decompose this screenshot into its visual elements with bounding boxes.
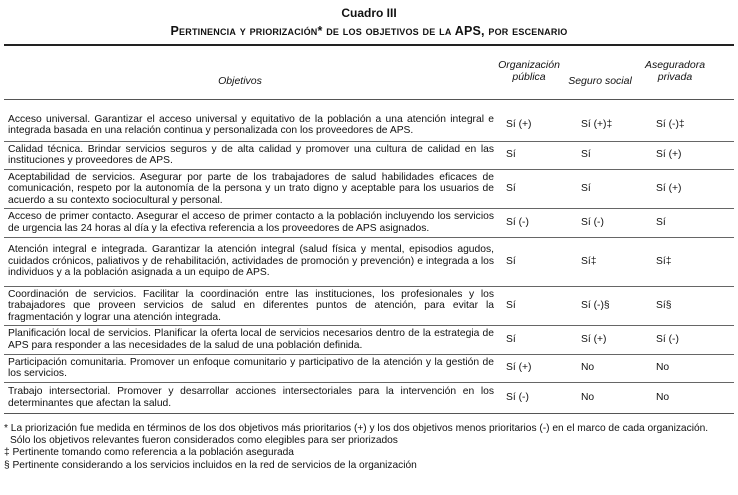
aseguradora-privada-cell: No bbox=[648, 382, 734, 413]
header-aseguradora-privada: Aseguradora privada bbox=[644, 59, 706, 83]
objective-cell: Acceso de primer contacto. Asegurar el acceso de primer contacto a la población incluyendo los servicios de urgencia las 24 horas al día y la efectiva referencia a los proveedores de APS asignados. bbox=[4, 209, 498, 237]
table-row bbox=[4, 209, 734, 237]
objective-cell: Aceptabilidad de servicios. Asegurar por parte de los trabajadores de salud habilidades eficaces de comunicación, respeto por la autonomía de la persona y un trato digno y aceptable para los usuarios de acuerdo a su contexto sociocultural y personal. bbox=[4, 169, 498, 209]
aseguradora-privada-cell: Sí§ bbox=[648, 286, 734, 326]
table-row bbox=[4, 169, 734, 209]
aseguradora-privada-cell: Sí (-)‡ bbox=[648, 110, 734, 141]
aseguradora-privada-cell: Sí (+) bbox=[648, 141, 734, 169]
org-publica-cell: Sí bbox=[498, 169, 573, 209]
seguro-social-cell: Sí (+) bbox=[573, 326, 648, 354]
seguro-social-cell: No bbox=[573, 382, 648, 413]
table-row bbox=[4, 110, 734, 141]
aseguradora-privada-cell: Sí bbox=[648, 209, 734, 237]
table-row bbox=[4, 326, 734, 354]
seguro-social-cell: Sí‡ bbox=[573, 237, 648, 286]
seguro-social-cell: Sí bbox=[573, 141, 648, 169]
objective-cell: Acceso universal. Garantizar el acceso universal y equitativo de la población a una atención integral e integrada basada en una relación continua y personalizada con los proveedores de APS. bbox=[4, 110, 498, 141]
org-publica-cell: Sí (+) bbox=[498, 354, 573, 382]
table-row bbox=[4, 286, 734, 326]
footnote-double-dagger: ‡ Pertinente tomando como referencia a la población asegurada bbox=[4, 447, 294, 459]
aseguradora-privada-cell: Sí‡ bbox=[648, 237, 734, 286]
org-publica-cell: Sí bbox=[498, 286, 573, 326]
aseguradora-privada-cell: Sí (+) bbox=[648, 169, 734, 209]
org-publica-cell: Sí bbox=[498, 326, 573, 354]
header-seguro-social: Seguro social bbox=[568, 75, 632, 87]
footnote-star-continued: Sólo los objetivos relevantes fueron considerados como elegibles para ser priorizados bbox=[10, 435, 398, 447]
objective-cell: Participación comunitaria. Promover un enfoque comunitario y participativo de la atención y la gestión de los servicios. bbox=[4, 354, 498, 382]
aseguradora-privada-cell: Sí (-) bbox=[648, 326, 734, 354]
org-publica-cell: Sí (-) bbox=[498, 209, 573, 237]
objective-cell: Atención integral e integrada. Garantizar la atención integral (salud física y mental, episodios agudos, cuidados crónicos, paliativos y de rehabilitación, actividades de promoción y prevención) e integrada a los individuos y a la población asignada a un equipo de APS. bbox=[4, 237, 498, 286]
footnote-section: § Pertinente considerando a los servicios incluidos en la red de servicios de la organización bbox=[4, 459, 417, 471]
objective-cell: Trabajo intersectorial. Promover y desarrollar acciones intersectoriales para la intervención en los determinantes que afectan la salud. bbox=[4, 382, 498, 413]
seguro-social-cell: Sí (+)‡ bbox=[573, 110, 648, 141]
seguro-social-cell: Sí bbox=[573, 169, 648, 209]
header-org-publica: Organización pública bbox=[498, 59, 560, 83]
header-objetivos: Objetivos bbox=[218, 75, 262, 87]
footnotes bbox=[4, 423, 734, 472]
objective-cell: Coordinación de servicios. Facilitar la coordinación entre las instituciones, los profesionales y los trabajadores que proveen servicios de salud en diferentes puntos de atención, para evitar la fragmentación y lograr una atención integrada. bbox=[4, 286, 498, 326]
org-publica-cell: Sí (+) bbox=[498, 110, 573, 141]
bottom-rule bbox=[4, 413, 734, 414]
aseguradora-privada-cell: No bbox=[648, 354, 734, 382]
table-body bbox=[4, 110, 734, 413]
objective-cell: Calidad técnica. Brindar servicios seguros y de alta calidad y promover una cultura de calidad en las instituciones y proveedores de APS. bbox=[4, 141, 498, 169]
table-number: Cuadro III bbox=[341, 6, 397, 20]
header-rule bbox=[4, 99, 734, 100]
table-row bbox=[4, 237, 734, 286]
table-title: Pertinencia y priorización* de los objetivos de la APS, por escenario bbox=[170, 24, 568, 38]
org-publica-cell: Sí bbox=[498, 237, 573, 286]
table-row bbox=[4, 382, 734, 413]
footnote-star: * La priorización fue medida en términos de los dos objetivos más prioritarios (+) y los dos objetivos menos prioritarios (-) en el marco de cada organización. bbox=[4, 423, 709, 434]
objective-cell: Planificación local de servicios. Planificar la oferta local de servicios necesarios dentro de la estrategia de APS para responder a las necesidades de la salud de una población definida. bbox=[4, 326, 498, 354]
objectives-table bbox=[4, 110, 734, 414]
org-publica-cell: Sí bbox=[498, 141, 573, 169]
table-row bbox=[4, 354, 734, 382]
org-publica-cell: Sí (-) bbox=[498, 382, 573, 413]
top-rule bbox=[4, 44, 734, 46]
seguro-social-cell: Sí (-)§ bbox=[573, 286, 648, 326]
seguro-social-cell: No bbox=[573, 354, 648, 382]
seguro-social-cell: Sí (-) bbox=[573, 209, 648, 237]
table-row bbox=[4, 141, 734, 169]
